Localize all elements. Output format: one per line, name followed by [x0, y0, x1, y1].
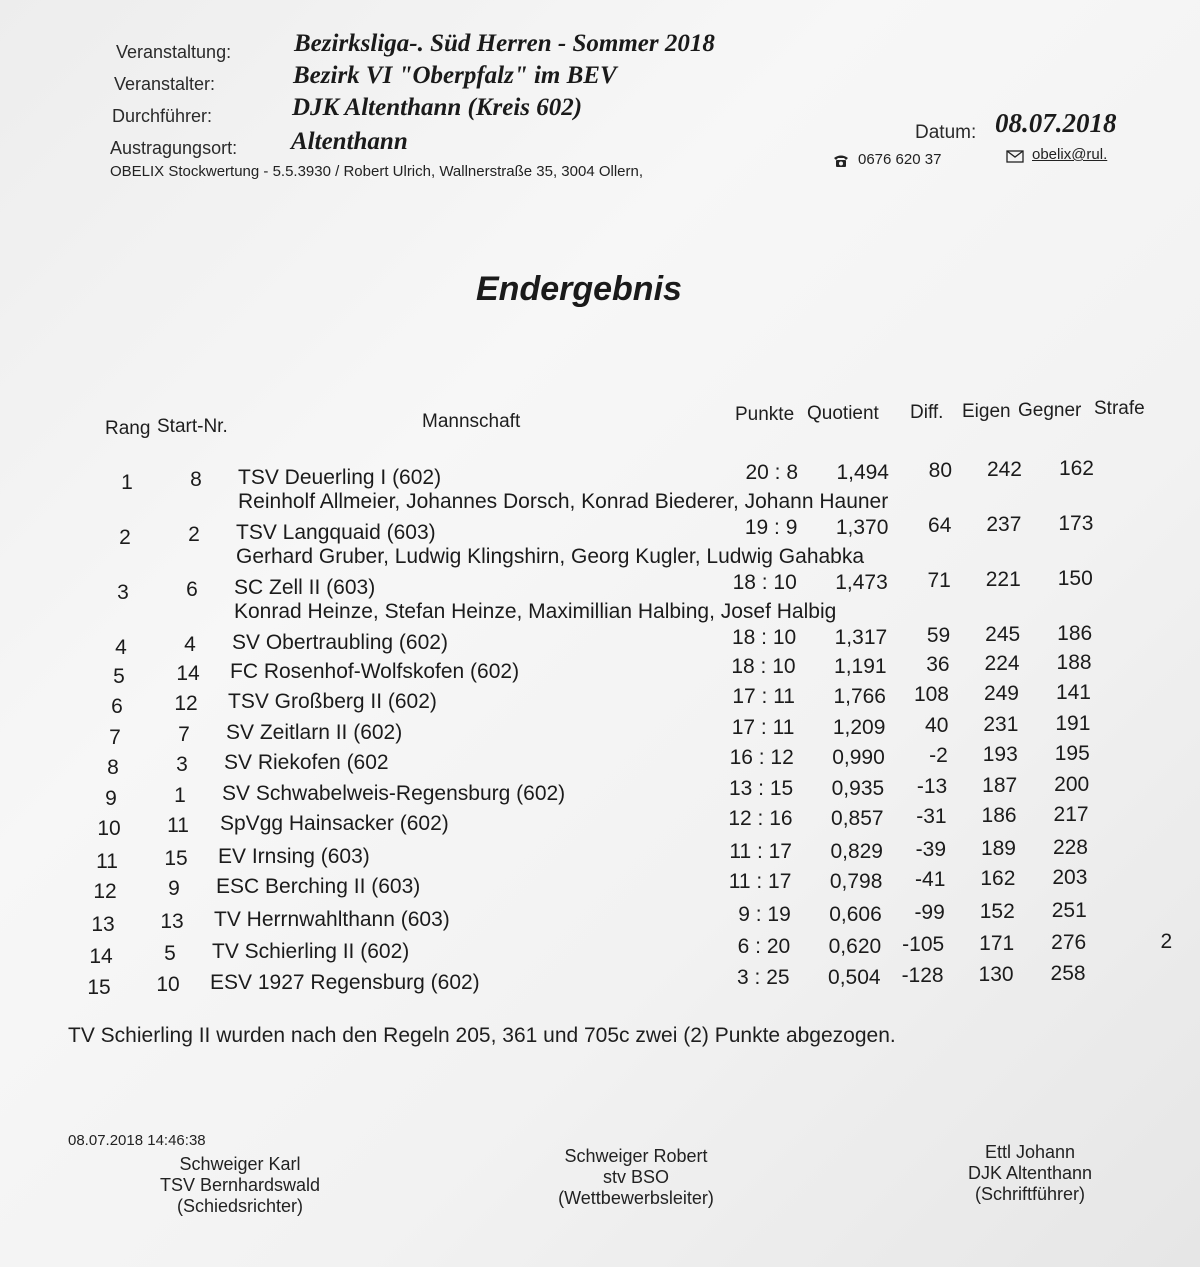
col-diff: Diff. — [910, 402, 944, 423]
cell-start: 2 — [188, 523, 200, 546]
cell-diff: 108 — [913, 683, 949, 706]
col-rang: Rang — [105, 418, 151, 439]
mail-icon — [1006, 148, 1024, 166]
cell-punkte: 6 : 20 — [737, 935, 791, 958]
datum-value: 08.07.2018 — [995, 108, 1117, 138]
cell-gegner: 173 — [1058, 512, 1094, 535]
table-row — [0, 866, 1200, 903]
cell-rang: 2 — [119, 526, 131, 549]
veranstaltung-value: Bezirksliga-. Süd Herren - Sommer 2018 — [294, 30, 715, 57]
cell-quotient: 0,504 — [828, 966, 881, 989]
cell-diff: 71 — [927, 569, 951, 592]
software-line: OBELIX Stockwertung - 5.5.3930 / Robert Ulrich, Wallnerstraße 35, 3004 Ollern, — [110, 163, 644, 180]
cell-start: 1 — [174, 784, 186, 807]
cell-gegner: 150 — [1057, 567, 1093, 590]
cell-eigen: 245 — [985, 623, 1021, 646]
cell-rang: 1 — [121, 471, 133, 494]
cell-rang: 3 — [117, 581, 129, 604]
cell-eigen: 189 — [980, 837, 1016, 860]
cell-diff: 59 — [926, 624, 951, 647]
table-row — [0, 836, 1200, 873]
table-row — [0, 681, 1200, 718]
cell-strafe: 2 — [1160, 930, 1173, 953]
cell-diff: -128 — [901, 964, 944, 987]
cell-rang: 15 — [87, 976, 111, 999]
cell-team: SV Obertraubling (602) — [232, 631, 448, 654]
cell-quotient: 0,990 — [832, 746, 885, 769]
cell-gegner: 251 — [1051, 899, 1087, 922]
director-role: (Wettbewerbsleiter) — [558, 1188, 714, 1208]
table-row — [0, 622, 1200, 660]
cell-punkte: 9 : 19 — [738, 903, 791, 926]
table-row — [0, 962, 1200, 999]
austragungsort-value: Altenthann — [291, 128, 408, 155]
team-players: Gerhard Gruber, Ludwig Klingshirn, Georg Kugler, Ludwig Gahabka — [236, 545, 865, 568]
cell-gegner: 258 — [1050, 962, 1086, 985]
veranstaltung-label: Veranstaltung: — [116, 42, 232, 62]
cell-team: TSV Großberg II (602) — [228, 690, 437, 713]
cell-punkte: 13 : 15 — [728, 777, 794, 800]
col-eigen: Eigen — [962, 401, 1011, 422]
cell-team: ESC Berching II (603) — [216, 875, 421, 898]
cell-eigen: 224 — [984, 652, 1020, 675]
cell-team: SV Schwabelweis-Regensburg (602) — [222, 782, 566, 805]
col-start: Start-Nr. — [157, 416, 228, 437]
cell-team: TSV Langquaid (603) — [236, 521, 436, 544]
cell-diff: 80 — [928, 459, 952, 482]
cell-diff: -31 — [916, 805, 947, 828]
signature-referee — [140, 1154, 340, 1217]
cell-punkte: 18 : 10 — [731, 626, 797, 649]
signature-secretary — [930, 1142, 1130, 1205]
cell-start: 3 — [176, 753, 188, 776]
cell-rang: 10 — [97, 817, 121, 840]
cell-quotient: 0,798 — [829, 870, 883, 893]
cell-diff: -99 — [914, 901, 945, 924]
secretary-role: (Schriftführer) — [974, 1184, 1086, 1204]
cell-diff: 64 — [928, 514, 952, 537]
cell-gegner: 186 — [1057, 622, 1093, 645]
cell-punkte: 18 : 10 — [732, 571, 797, 594]
footer-timestamp: 08.07.2018 14:46:38 — [68, 1132, 206, 1149]
cell-quotient: 0,935 — [831, 777, 885, 800]
cell-eigen: 152 — [979, 900, 1015, 923]
table-row — [0, 899, 1200, 936]
cell-eigen: 231 — [983, 713, 1019, 736]
table-row — [0, 803, 1200, 840]
signature-director — [536, 1146, 736, 1209]
cell-diff: -13 — [916, 775, 948, 798]
cell-punkte: 3 : 25 — [737, 966, 790, 989]
cell-rang: 13 — [91, 913, 115, 936]
cell-gegner: 228 — [1052, 836, 1088, 859]
cell-punkte: 18 : 10 — [731, 655, 796, 678]
cell-quotient: 1,317 — [834, 626, 888, 649]
table-row — [0, 712, 1200, 749]
referee-role: (Schiedsrichter) — [176, 1196, 304, 1216]
email-link[interactable]: obelix@rul. — [1032, 146, 1108, 163]
cell-punkte: 11 : 17 — [728, 870, 792, 893]
cell-start: 13 — [160, 910, 184, 933]
secretary-name: Ettl Johann — [984, 1142, 1076, 1162]
cell-start: 12 — [174, 692, 198, 715]
cell-gegner: 141 — [1055, 681, 1091, 704]
cell-team: SV Zeitlarn II (602) — [226, 721, 403, 744]
cell-start: 5 — [164, 942, 176, 965]
cell-team: SV Riekofen (602 — [224, 751, 389, 774]
cell-diff: -39 — [915, 838, 946, 861]
cell-team: TV Schierling II (602) — [212, 940, 410, 963]
cell-start: 7 — [178, 723, 190, 746]
team-players: Konrad Heinze, Stefan Heinze, Maximillian Halbing, Josef Halbig — [234, 600, 837, 623]
cell-eigen: 130 — [978, 963, 1014, 986]
cell-gegner: 162 — [1058, 457, 1094, 480]
cell-rang: 4 — [115, 636, 127, 659]
col-gegner: Gegner — [1018, 400, 1082, 421]
veranstalter-label: Veranstalter: — [114, 74, 216, 94]
cell-start: 8 — [190, 468, 202, 491]
cell-rang: 5 — [113, 665, 125, 688]
cell-team: SpVgg Hainsacker (602) — [220, 812, 449, 835]
cell-diff: -2 — [929, 744, 948, 767]
cell-start: 9 — [168, 877, 180, 900]
referee-club: TSV Bernhardswald — [159, 1175, 321, 1195]
cell-rang: 8 — [107, 756, 119, 779]
page-title: Endergebnis — [476, 270, 682, 308]
phone-number: 0676 620 37 — [858, 151, 942, 168]
cell-rang: 7 — [109, 726, 121, 749]
cell-rang: 6 — [111, 695, 123, 718]
cell-start: 14 — [176, 662, 200, 685]
cell-eigen: 186 — [981, 804, 1017, 827]
referee-name: Schweiger Karl — [179, 1154, 301, 1174]
cell-punkte: 16 : 12 — [729, 746, 794, 769]
cell-punkte: 11 : 17 — [729, 840, 792, 863]
cell-quotient: 1,191 — [834, 655, 887, 678]
cell-punkte: 17 : 11 — [732, 685, 795, 708]
cell-gegner: 200 — [1054, 773, 1090, 796]
col-quotient: Quotient — [807, 403, 879, 424]
cell-start: 4 — [184, 633, 196, 656]
cell-eigen: 187 — [982, 774, 1018, 797]
cell-punkte: 12 : 16 — [728, 807, 793, 830]
cell-diff: 40 — [925, 714, 949, 737]
director-name: Schweiger Robert — [564, 1146, 708, 1166]
datum-label: Datum: — [915, 122, 977, 143]
cell-quotient: 1,209 — [832, 716, 886, 739]
cell-quotient: 1,370 — [835, 516, 889, 539]
cell-gegner: 188 — [1056, 651, 1092, 674]
cell-rang: 11 — [96, 850, 118, 873]
col-strafe: Strafe — [1094, 398, 1145, 419]
cell-quotient: 0,606 — [829, 903, 882, 926]
cell-team: ESV 1927 Regensburg (602) — [210, 971, 480, 994]
cell-gegner: 195 — [1054, 742, 1090, 765]
cell-eigen: 249 — [983, 682, 1019, 705]
cell-gegner: 191 — [1055, 712, 1091, 735]
cell-quotient: 1,494 — [836, 461, 889, 484]
col-punkte: Punkte — [735, 404, 795, 425]
cell-start: 11 — [167, 814, 189, 837]
cell-team: TV Herrnwahlthann (603) — [214, 908, 450, 931]
cell-quotient: 0,857 — [831, 807, 884, 830]
col-mannschaft: Mannschaft — [422, 411, 521, 432]
cell-diff: -105 — [902, 933, 945, 956]
cell-gegner: 217 — [1053, 803, 1089, 826]
cell-quotient: 1,473 — [835, 571, 888, 594]
phone-icon — [833, 152, 849, 170]
table-row — [0, 651, 1200, 688]
cell-team: TSV Deuerling I (602) — [238, 466, 442, 489]
table-row — [0, 773, 1200, 810]
cell-gegner: 276 — [1051, 931, 1087, 954]
cell-punkte: 17 : 11 — [731, 716, 795, 739]
cell-eigen: 242 — [986, 458, 1022, 481]
cell-gegner: 203 — [1052, 866, 1088, 889]
cell-eigen: 237 — [986, 513, 1022, 536]
cell-start: 15 — [164, 847, 188, 870]
cell-diff: -41 — [915, 868, 946, 891]
cell-rang: 14 — [89, 945, 113, 968]
cell-start: 6 — [186, 578, 198, 601]
austragungsort-label: Austragungsort: — [110, 138, 238, 158]
cell-start: 10 — [156, 973, 180, 996]
cell-eigen: 162 — [980, 867, 1016, 890]
cell-quotient: 0,829 — [830, 840, 883, 863]
cell-eigen: 193 — [982, 743, 1018, 766]
cell-eigen: 221 — [985, 568, 1021, 591]
veranstalter-value: Bezirk VI "Oberpfalz" im BEV — [293, 62, 617, 89]
durchfuehrer-value: DJK Altenthann (Kreis 602) — [292, 94, 583, 121]
cell-diff: 36 — [926, 653, 950, 676]
team-players: Reinholf Allmeier, Johannes Dorsch, Konrad Biederer, Johann Hauner — [238, 490, 889, 513]
cell-team: SC Zell II (603) — [234, 576, 376, 599]
cell-quotient: 0,620 — [828, 935, 882, 958]
director-club: stv BSO — [602, 1167, 669, 1187]
cell-team: FC Rosenhof-Wolfskofen (602) — [230, 660, 520, 683]
cell-rang: 12 — [93, 880, 117, 903]
cell-quotient: 1,766 — [833, 685, 886, 708]
cell-punkte: 19 : 9 — [744, 516, 798, 539]
durchfuehrer-label: Durchführer: — [112, 106, 213, 126]
secretary-club: DJK Altenthann — [967, 1163, 1093, 1183]
cell-rang: 9 — [105, 787, 117, 810]
cell-team: EV Irnsing (603) — [218, 845, 370, 868]
cell-eigen: 171 — [979, 932, 1015, 955]
cell-punkte: 20 : 8 — [745, 461, 798, 484]
table-row — [0, 742, 1200, 779]
deduction-note: TV Schierling II wurden nach den Regeln 205, 361 und 705c zwei (2) Punkte abgezogen. — [68, 1024, 896, 1047]
table-row — [0, 930, 1200, 968]
